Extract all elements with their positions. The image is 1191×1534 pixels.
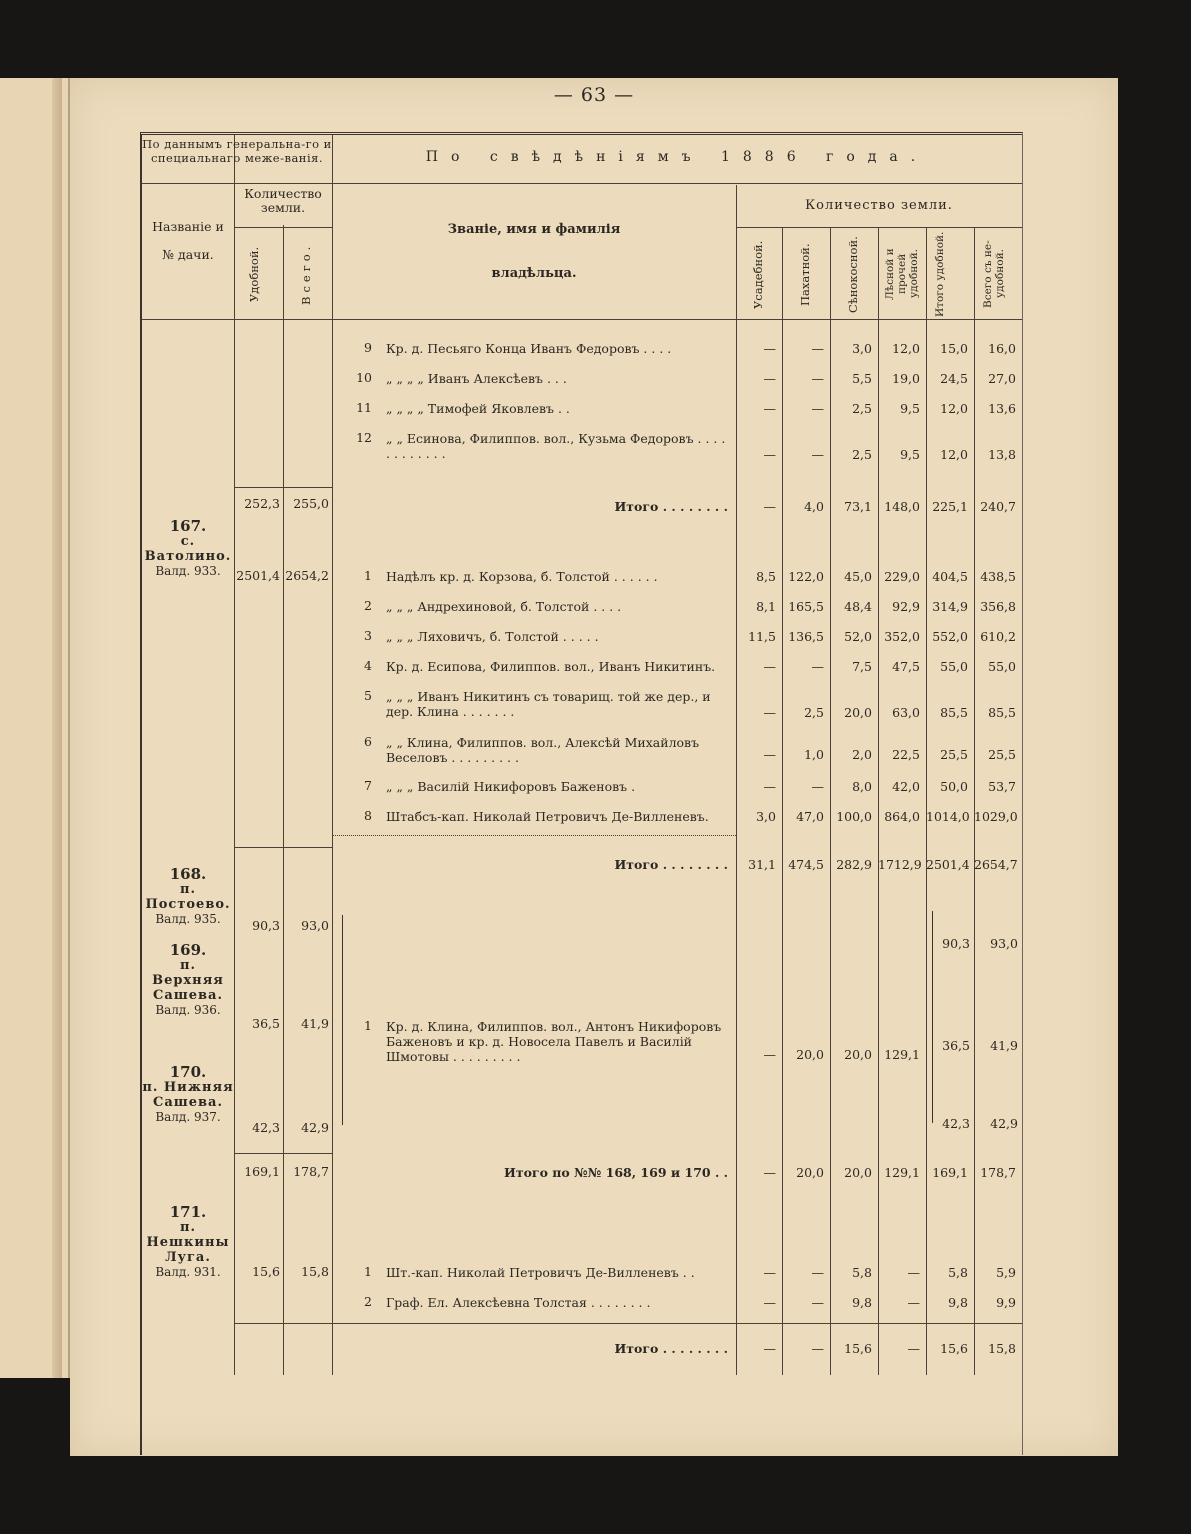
row-divider [234, 1153, 332, 1154]
cell-value: 8,5 [756, 569, 776, 584]
cell-value: 13,6 [988, 401, 1016, 416]
cell-value: 356,8 [980, 599, 1016, 614]
cell-value: 19,0 [892, 371, 920, 386]
cell-value: 20,0 [796, 1047, 824, 1062]
itogo-vsego-169: 41,9 [990, 1038, 1018, 1053]
owner-name: „ „ „ „ Тимофей Яковлевъ . . [386, 401, 570, 416]
cell-value: 20,0 [844, 705, 872, 720]
vsego-167a: 255,0 [293, 496, 329, 511]
cell-value: — [811, 659, 824, 674]
header-land-qty-right: Количество земли. [805, 198, 953, 213]
cell-value: 47,5 [892, 659, 920, 674]
header-right-title: По свѣдѣніямъ 1886 года. [425, 149, 929, 165]
cell-value: 12,0 [892, 341, 920, 356]
dacha-number: 171. [169, 1203, 207, 1221]
col-divider [878, 227, 879, 1375]
header-owner-1: Званіе, имя и фамилія [447, 222, 621, 237]
col-divider [926, 227, 927, 1375]
cell-value: 404,5 [932, 569, 968, 584]
col-divider [234, 135, 235, 1375]
col-divider [283, 225, 284, 1375]
cell-value: — [763, 1341, 776, 1356]
cell-value: 25,5 [940, 747, 968, 762]
owner-name: „ „ „ Иванъ Никитинъ съ товарищ. той же дер., и дер. Клина . . . . . . . [386, 689, 711, 719]
udob-167a: 252,3 [244, 496, 280, 511]
udob-167b: 2501,4 [236, 568, 280, 583]
cell-value: 5,8 [852, 1265, 872, 1280]
itogo-label: Итого по №№ 168, 169 и 170 . . [504, 1165, 728, 1180]
owner-name: Шт.-кап. Николай Петровичъ Де-Вилленевъ . . [386, 1265, 695, 1280]
page-number: — 63 — [553, 84, 635, 106]
cell-value: 1014,0 [926, 809, 970, 824]
header-vsego: Всего. [299, 242, 313, 306]
row-index: 2 [364, 1294, 372, 1309]
cell-value: 9,9 [996, 1295, 1016, 1310]
dacha-name: п. Постоево. [145, 882, 231, 912]
cell-value: 1029,0 [974, 809, 1018, 824]
cell-value: 122,0 [788, 569, 824, 584]
col-divider [830, 227, 831, 1375]
row-divider [234, 847, 332, 848]
header-c-pah: Пахатной. [798, 243, 812, 307]
row-divider [234, 487, 332, 488]
dacha-name: п. Нешкины Луга. [146, 1220, 230, 1265]
cell-value: — [811, 401, 824, 416]
cell-value: — [763, 779, 776, 794]
dacha-name: п. Верхняя Сашева. [152, 958, 224, 1003]
cell-value: 4,0 [804, 499, 824, 514]
header-left-title: По даннымъ генеральна-го и специальнаго меже-ванія. [142, 137, 332, 165]
vsego-itogo-168-170: 178,7 [293, 1164, 329, 1179]
udob-169: 36,5 [252, 1016, 280, 1031]
owner-name: „ „ „ Ляховичъ, б. Толстой . . . . . [386, 629, 599, 644]
row-index: 3 [364, 628, 372, 643]
owner-name: „ „ Есинова, Филиппов. вол., Кузьма Федоровъ . . . . . . . . . . . . [386, 431, 726, 461]
cell-value: 282,9 [836, 857, 872, 872]
cell-value: — [907, 1265, 920, 1280]
header-divider [142, 183, 1022, 184]
vsego-168: 93,0 [301, 918, 329, 933]
cell-value: 178,7 [980, 1165, 1016, 1180]
cell-value: 129,1 [884, 1047, 920, 1062]
owner-name: Надѣлъ кр. д. Корзова, б. Толстой . . . . . . [386, 569, 658, 584]
header-divider [234, 227, 332, 228]
dacha-168 [142, 867, 234, 927]
cell-value: 22,5 [892, 747, 920, 762]
land-table [140, 132, 1023, 1455]
cell-value: — [763, 659, 776, 674]
row-index: 7 [364, 778, 372, 793]
itogo-vsego-168: 93,0 [990, 936, 1018, 951]
cell-value: — [763, 1295, 776, 1310]
owner-name: Штабсъ-кап. Николай Петровичъ Де-Вилленевъ. [386, 809, 709, 824]
header-c-vsego: Всего съ не-удобной. [982, 240, 1006, 308]
dacha-name: с. Ватолино. [144, 534, 232, 564]
cell-value: — [763, 401, 776, 416]
owner-name: Кр. д. Клина, Филиппов. вол., Антонъ Никифоровъ Баженовъ и кр. д. Новосела Павелъ и Василій Шмотовы . . . . . . . . . [386, 1019, 722, 1064]
header-udob: Удобной. [247, 246, 261, 302]
dacha-number: 168. [169, 865, 207, 883]
cell-value: 225,1 [932, 499, 968, 514]
cell-value: 12,0 [940, 447, 968, 462]
header-name-col: Названіе и № дачи. [152, 219, 224, 262]
dacha-169 [142, 943, 234, 1018]
header-bottom [142, 319, 1022, 320]
dacha-vald: Валд. 937. [155, 1110, 221, 1124]
cell-value: 48,4 [844, 599, 872, 614]
col-divider [332, 135, 333, 1375]
row-divider [332, 835, 736, 836]
cell-value: 474,5 [788, 857, 824, 872]
left-page-fragment [0, 78, 70, 1378]
header-c-les: Лѣсной и прочей удобной. [884, 248, 920, 300]
cell-value: 63,0 [892, 705, 920, 720]
cell-value: 2501,4 [926, 857, 970, 872]
cell-value: 9,8 [948, 1295, 968, 1310]
cell-value: 148,0 [884, 499, 920, 514]
row-index: 1 [364, 568, 372, 583]
cell-value: 240,7 [980, 499, 1016, 514]
cell-value: 11,5 [748, 629, 776, 644]
cell-value: — [763, 705, 776, 720]
cell-value: 2,5 [852, 401, 872, 416]
cell-value: 136,5 [788, 629, 824, 644]
itogo-label: Итого . . . . . . . . [614, 857, 728, 872]
itogo-label: Итого . . . . . . . . [614, 1341, 728, 1356]
cell-value: 9,5 [900, 401, 920, 416]
owner-name: „ „ „ „ Иванъ Алексѣевъ . . . [386, 371, 567, 386]
dacha-vald: Валд. 935. [155, 912, 221, 926]
cell-value: 3,0 [756, 809, 776, 824]
cell-value: 3,0 [852, 341, 872, 356]
cell-value: — [811, 779, 824, 794]
owner-name: Граф. Ел. Алексѣевна Толстая . . . . . . . . [386, 1295, 651, 1310]
cell-value: 50,0 [940, 779, 968, 794]
dacha-170 [142, 1065, 234, 1125]
cell-value: 73,1 [844, 499, 872, 514]
cell-value: — [763, 371, 776, 386]
cell-value: 2,5 [804, 705, 824, 720]
cell-value: 16,0 [988, 341, 1016, 356]
cell-value: — [763, 341, 776, 356]
itogo-udob-169: 36,5 [942, 1038, 970, 1053]
row-index: 9 [364, 340, 372, 355]
cell-value: 2,5 [852, 447, 872, 462]
cell-value: 314,9 [932, 599, 968, 614]
udob-171: 15,6 [252, 1264, 280, 1279]
cell-value: — [763, 1165, 776, 1180]
cell-value: 100,0 [836, 809, 872, 824]
cell-value: 352,0 [884, 629, 920, 644]
cell-value: 53,7 [988, 779, 1016, 794]
cell-value: 55,0 [940, 659, 968, 674]
cell-value: — [763, 499, 776, 514]
cell-value: 20,0 [796, 1165, 824, 1180]
owner-name: „ „ „ Василій Никифоровъ Баженовъ . [386, 779, 636, 794]
row-index: 6 [364, 734, 372, 749]
cell-value: 42,0 [892, 779, 920, 794]
itogo-vsego-170: 42,9 [990, 1116, 1018, 1131]
cell-value: 9,5 [900, 447, 920, 462]
header-c-usad: Усадебной. [751, 240, 765, 310]
cell-value: 438,5 [980, 569, 1016, 584]
cell-value: — [763, 1047, 776, 1062]
row-divider [234, 1323, 1022, 1324]
cell-value: 15,0 [940, 341, 968, 356]
row-index: 2 [364, 598, 372, 613]
cell-value: 25,5 [988, 747, 1016, 762]
cell-value: — [811, 1341, 824, 1356]
cell-value: 45,0 [844, 569, 872, 584]
header-owner-2: владѣльца. [491, 266, 577, 281]
cell-value: 12,0 [940, 401, 968, 416]
col-divider [782, 227, 783, 1375]
dacha-171 [142, 1205, 234, 1280]
cell-value: 52,0 [844, 629, 872, 644]
cell-value: 47,0 [796, 809, 824, 824]
cell-value: — [907, 1341, 920, 1356]
cell-value: — [811, 447, 824, 462]
vsego-169: 41,9 [301, 1016, 329, 1031]
owner-name: Кр. д. Песьяго Конца Иванъ Федоровъ . . . . [386, 341, 672, 356]
cell-value: — [763, 1265, 776, 1280]
cell-value: 5,5 [852, 371, 872, 386]
owner-name: „ „ „ Андрехиновой, б. Толстой . . . . [386, 599, 622, 614]
dacha-vald: Валд. 931. [155, 1265, 221, 1279]
cell-value: — [811, 1265, 824, 1280]
cell-value: 24,5 [940, 371, 968, 386]
row-index: 5 [364, 688, 372, 703]
owner-name: „ „ Клина, Филиппов. вол., Алексѣй Михайловъ Веселовъ . . . . . . . . . [386, 735, 700, 765]
cell-value: 610,2 [980, 629, 1016, 644]
cell-value: 7,5 [852, 659, 872, 674]
cell-value: 20,0 [844, 1047, 872, 1062]
row-index: 4 [364, 658, 372, 673]
vsego-170: 42,9 [301, 1120, 329, 1135]
row-index: 8 [364, 808, 372, 823]
dacha-number: 167. [169, 517, 207, 535]
cell-value: 15,6 [940, 1341, 968, 1356]
itogo-label: Итого . . . . . . . . [614, 499, 728, 514]
cell-value: 15,8 [988, 1341, 1016, 1356]
cell-value: 229,0 [884, 569, 920, 584]
cell-value: 2,0 [852, 747, 872, 762]
cell-value: 1712,9 [878, 857, 922, 872]
udob-170: 42,3 [252, 1120, 280, 1135]
cell-value: 92,9 [892, 599, 920, 614]
cell-value: 8,1 [756, 599, 776, 614]
cell-value: 27,0 [988, 371, 1016, 386]
cell-value: 8,0 [852, 779, 872, 794]
book-page [70, 78, 1118, 1456]
dacha-vald: Валд. 933. [155, 564, 221, 578]
cell-value: 9,8 [852, 1295, 872, 1310]
vsego-167b: 2654,2 [285, 568, 329, 583]
dacha-167 [142, 519, 234, 579]
cell-value: 15,6 [844, 1341, 872, 1356]
cell-value: 2654,7 [974, 857, 1018, 872]
cell-value: — [907, 1295, 920, 1310]
dacha-vald: Валд. 936. [155, 1003, 221, 1017]
header-divider [736, 227, 1022, 228]
cell-value: 31,1 [748, 857, 776, 872]
cell-value: 5,9 [996, 1265, 1016, 1280]
cell-value: 55,0 [988, 659, 1016, 674]
cell-value: — [811, 1295, 824, 1310]
udob-168: 90,3 [252, 918, 280, 933]
cell-value: 864,0 [884, 809, 920, 824]
cell-value: 20,0 [844, 1165, 872, 1180]
cell-value: — [763, 747, 776, 762]
cell-value: 85,5 [988, 705, 1016, 720]
header-land-qty-left: Количество земли. [244, 186, 322, 215]
cell-value: 129,1 [884, 1165, 920, 1180]
cell-value: — [811, 341, 824, 356]
dacha-name: п. Нижняя Сашева. [142, 1080, 234, 1110]
cell-value: 165,5 [788, 599, 824, 614]
owner-name: Кр. д. Есипова, Филиппов. вол., Иванъ Никитинъ. [386, 659, 716, 674]
cell-value: 552,0 [932, 629, 968, 644]
itogo-udob-168: 90,3 [942, 936, 970, 951]
vsego-171: 15,8 [301, 1264, 329, 1279]
cell-value: 169,1 [932, 1165, 968, 1180]
row-index: 12 [356, 430, 372, 445]
cell-value: 5,8 [948, 1265, 968, 1280]
row-index: 1 [364, 1018, 372, 1033]
cell-value: — [811, 371, 824, 386]
col-divider [974, 227, 975, 1375]
dacha-number: 169. [169, 941, 207, 959]
itogo-udob-170: 42,3 [942, 1116, 970, 1131]
row-index: 11 [356, 400, 372, 415]
dacha-number: 170. [169, 1063, 207, 1081]
cell-value: 13,8 [988, 447, 1016, 462]
header-c-itogo: Итого удобной. [934, 231, 946, 317]
udob-itogo-168-170: 169,1 [244, 1164, 280, 1179]
cell-value: 1,0 [804, 747, 824, 762]
row-index: 10 [356, 370, 372, 385]
row-index: 1 [364, 1264, 372, 1279]
cell-value: 85,5 [940, 705, 968, 720]
cell-value: — [763, 447, 776, 462]
header-c-sen: Сѣнокосной. [846, 236, 860, 314]
